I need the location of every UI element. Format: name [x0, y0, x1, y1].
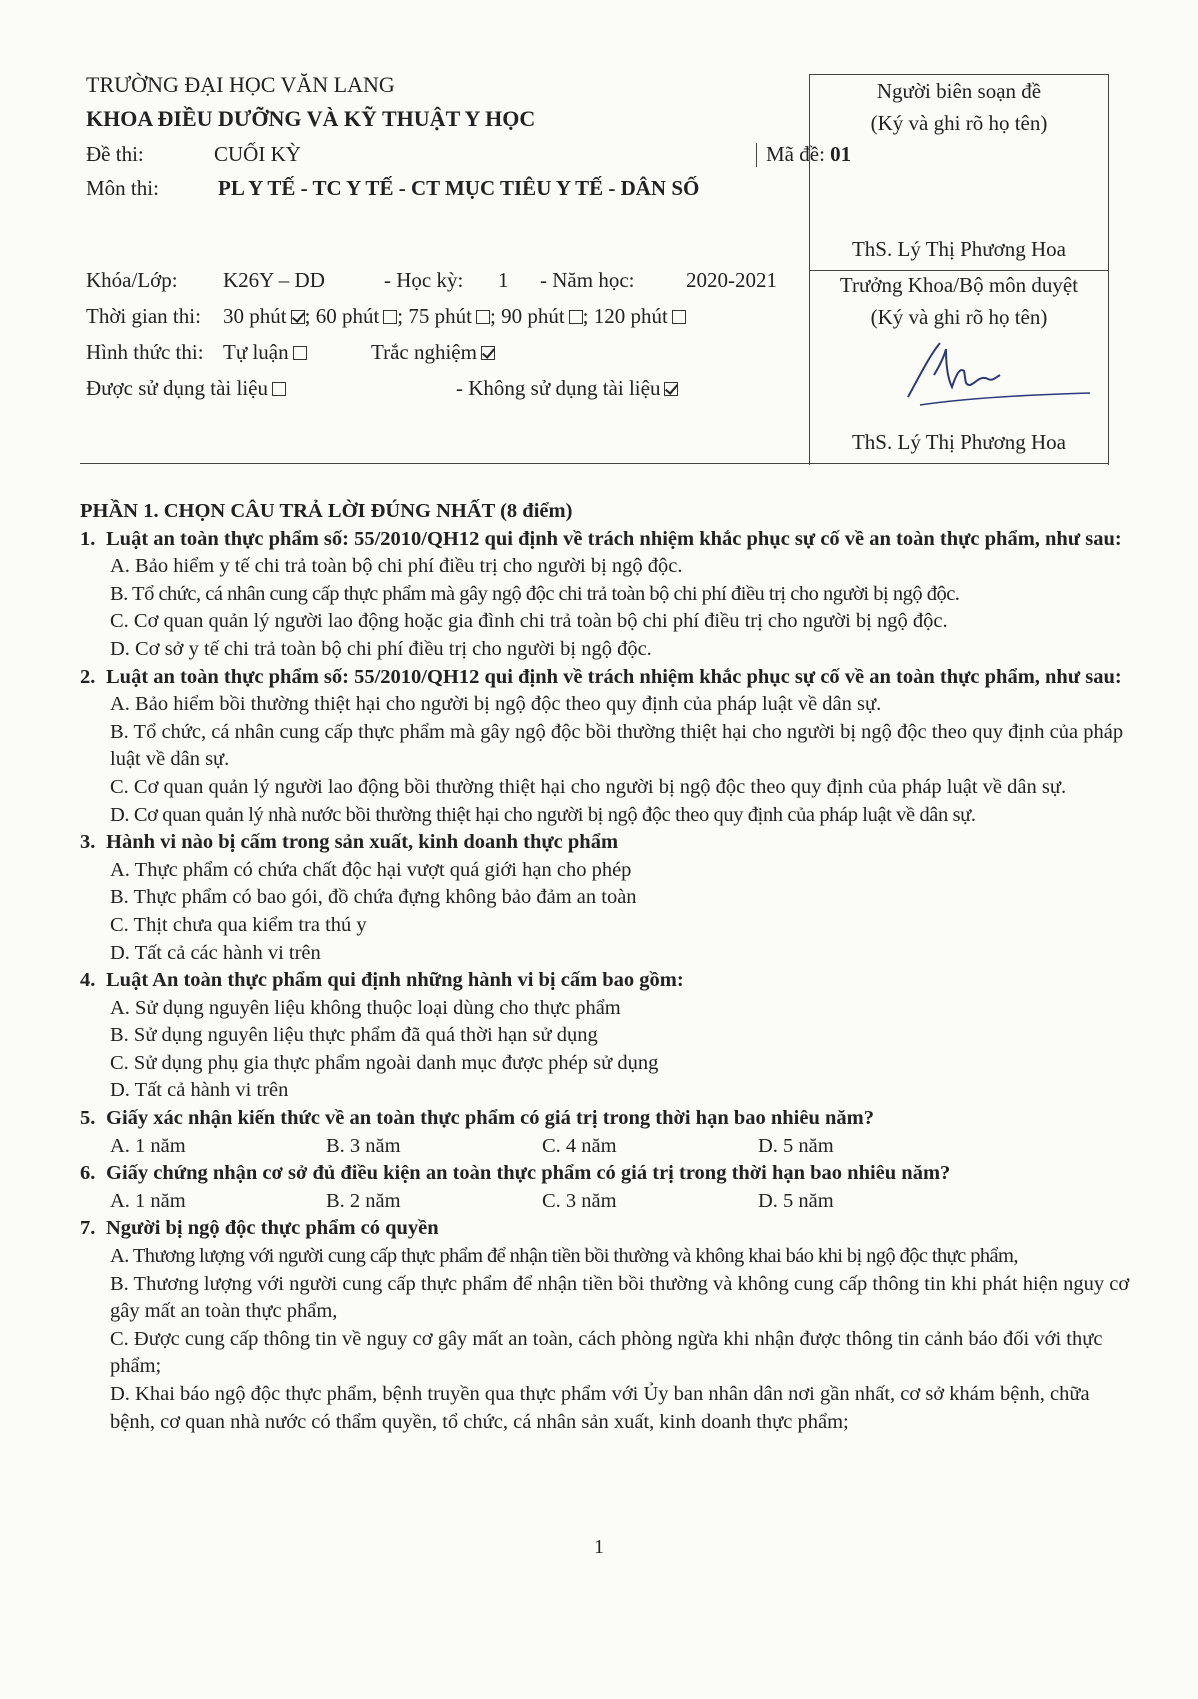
option: C. Sử dụng phụ gia thực phẩm ngoài danh mục được phép sử dụng — [110, 1051, 659, 1074]
option: B. Thực phẩm có bao gói, đồ chứa đựng không bảo đảm an toàn — [110, 886, 637, 909]
year-label: - Năm học: — [540, 268, 635, 292]
questions-section — [80, 498, 1130, 1436]
option: B. Tổ chức, cá nhân cung cấp thực phẩm mà gây ngộ độc chi trả toàn bộ chi phí điều trị cho người bị ngộ độc. — [110, 582, 960, 605]
time-option-90: 90 phút — [501, 304, 565, 328]
checked-box-icon — [481, 346, 495, 360]
question-6 — [80, 1160, 1130, 1215]
option: C. Được cung cấp thông tin về nguy cơ gây mất an toàn, cách phòng ngừa khi nhận được thông tin cảnh báo đối với thực phẩm; — [110, 1327, 1103, 1378]
option: A. Thương lượng với người cung cấp thực phẩm để nhận tiền bồi thường và không khai báo khi bị ngộ độc thực phẩm, — [110, 1245, 1018, 1268]
empty-box-icon — [383, 310, 397, 324]
question-number: 2. — [80, 665, 96, 688]
approval-divider — [810, 270, 1108, 271]
question-number: 6. — [80, 1162, 96, 1185]
option: A. 1 năm — [110, 1189, 186, 1212]
form-mcq — [371, 340, 495, 365]
option: B. Sử dụng nguyên liệu thực phẩm đã quá thời hạn sử dụng — [110, 1024, 598, 1047]
exam-label: Đề thi: — [86, 142, 144, 166]
university-name: TRƯỜNG ĐẠI HỌC VĂN LANG — [86, 72, 395, 97]
question-text: Hành vi nào bị cấm trong sản xuất, kinh doanh thực phẩm — [106, 831, 619, 854]
question-text: Người bị ngộ độc thực phẩm có quyền — [106, 1217, 439, 1240]
option: B. Thương lượng với người cung cấp thực phẩm để nhận tiền bồi thường và không cung cấp thông tin khi phát hiện nguy cơ gây mất an toàn thực phẩm, — [110, 1272, 1130, 1323]
checked-box-icon — [291, 310, 305, 324]
option: B. 2 năm — [326, 1189, 401, 1212]
question-5 — [80, 1105, 1130, 1160]
time-option-60: 60 phút — [315, 304, 380, 328]
question-2 — [80, 664, 1130, 830]
form-essay — [223, 340, 307, 365]
time-option-120: 120 phút — [593, 304, 668, 328]
question-number: 7. — [80, 1217, 96, 1240]
option: D. Cơ quan quản lý nhà nước bồi thường thiệt hại cho người bị ngộ độc theo quy định của pháp luật về dân sự. — [110, 803, 976, 826]
head-name: ThS. Lý Thị Phương Hoa — [851, 430, 1067, 454]
question-number: 5. — [80, 1107, 96, 1130]
docs-allowed — [86, 376, 286, 401]
option: A. Sử dụng nguyên liệu không thuộc loại dùng cho thực phẩm — [110, 996, 621, 1019]
empty-box-icon — [293, 346, 307, 360]
question-text: Luật an toàn thực phẩm số: 55/2010/QH12 qui định về trách nhiệm khắc phục sự cố về an toàn thực phẩm, như sau: — [106, 665, 1122, 688]
exam-value: CUỐI KỲ — [214, 142, 301, 166]
docs-not-allowed-label: - Không sử dụng tài liệu — [456, 376, 661, 400]
subject-value: PL Y TẾ - TC Y TẾ - CT MỤC TIÊU Y TẾ - DÂN SỐ — [218, 176, 700, 200]
head-title: Trưởng Khoa/Bộ môn duyệt — [839, 273, 1079, 297]
option: A. Thực phẩm có chứa chất độc hại vượt quá giới hạn cho phép — [110, 858, 632, 881]
empty-box-icon — [476, 310, 490, 324]
option: D. Tất cả các hành vi trên — [110, 941, 321, 964]
head-sign-note: (Ký và ghi rõ họ tên) — [870, 305, 1048, 329]
option: D. Tất cả hành vi trên — [110, 1079, 289, 1102]
option: C. Thịt chưa qua kiểm tra thú y — [110, 913, 367, 936]
question-1 — [80, 526, 1130, 664]
inline-options — [80, 1188, 1130, 1216]
option: C. 4 năm — [542, 1134, 617, 1157]
time-option-30: 30 phút — [223, 304, 287, 328]
empty-box-icon — [672, 310, 686, 324]
docs-allowed-label: Được sử dụng tài liệu — [86, 376, 269, 400]
time-options: 30 phút ; 60 phút ; 75 phút ; 90 phút ; 120 phút — [223, 304, 686, 329]
checked-box-icon — [664, 382, 678, 396]
option: B. 3 năm — [326, 1134, 401, 1157]
option: D. Cơ sở y tế chi trả toàn bộ chi phí điều trị cho người bị ngộ độc. — [110, 637, 652, 660]
subject-label: Môn thi: — [86, 176, 159, 200]
option: A. 1 năm — [110, 1134, 186, 1157]
docs-not-allowed — [456, 376, 678, 401]
question-text: Luật an toàn thực phẩm số: 55/2010/QH12 qui định về trách nhiệm khắc phục sự cố về an toàn thực phẩm, như sau: — [106, 527, 1122, 550]
empty-box-icon — [569, 310, 583, 324]
form-label: Hình thức thi: — [86, 340, 204, 364]
time-label: Thời gian thi: — [86, 304, 201, 328]
option: B. Tổ chức, cá nhân cung cấp thực phẩm mà gây ngộ độc bồi thường thiệt hại cho người bị ngộ độc theo quy định của pháp luật về dân sự. — [110, 720, 1124, 771]
time-option-75: 75 phút — [408, 304, 472, 328]
option: D. 5 năm — [758, 1134, 834, 1157]
option: C. 3 năm — [542, 1189, 617, 1212]
question-number: 3. — [80, 831, 96, 854]
author-sign-note: (Ký và ghi rõ họ tên) — [870, 111, 1048, 135]
form-mcq-label: Trắc nghiệm — [371, 340, 477, 364]
question-number: 1. — [80, 527, 96, 550]
question-text: Luật An toàn thực phẩm qui định những hành vi bị cấm bao gồm: — [106, 969, 684, 992]
class-label: Khóa/Lớp: — [86, 268, 178, 292]
faculty-name: KHOA ĐIỀU DƯỠNG VÀ KỸ THUẬT Y HỌC — [86, 106, 536, 131]
page-number: 1 — [594, 1536, 604, 1558]
empty-box-icon — [272, 382, 286, 396]
question-7 — [80, 1215, 1130, 1436]
semester-value: 1 — [498, 268, 509, 292]
author-name: ThS. Lý Thị Phương Hoa — [851, 237, 1067, 261]
class-value: K26Y – DD — [223, 268, 325, 292]
code-divider — [756, 143, 757, 167]
question-text: Giấy chứng nhận cơ sở đủ điều kiện an toàn thực phẩm có giá trị trong thời hạn bao nhiêu năm? — [106, 1162, 951, 1185]
form-essay-label: Tự luận — [223, 340, 289, 364]
header-rule — [80, 463, 1108, 464]
code-label: Mã đề: — [766, 142, 825, 166]
author-title: Người biên soạn đề — [876, 79, 1042, 103]
question-text: Giấy xác nhận kiến thức về an toàn thực phẩm có giá trị trong thời hạn bao nhiêu năm? — [106, 1107, 874, 1130]
inline-options — [80, 1133, 1130, 1161]
question-number: 4. — [80, 969, 96, 992]
option: A. Bảo hiểm bồi thường thiệt hại cho người bị ngộ độc theo quy định của pháp luật về dân sự. — [110, 693, 882, 716]
year-value: 2020-2021 — [686, 268, 777, 292]
option: D. 5 năm — [758, 1189, 834, 1212]
code-value: 01 — [830, 142, 852, 166]
question-4 — [80, 967, 1130, 1105]
option: C. Cơ quan quản lý người lao động bồi thường thiệt hại cho người bị ngộ độc theo quy định của pháp luật về dân sự. — [110, 775, 1067, 798]
option: A. Bảo hiểm y tế chi trả toàn bộ chi phí điều trị cho người bị ngộ độc. — [110, 555, 683, 578]
semester-label: - Học kỳ: — [384, 268, 464, 292]
question-3 — [80, 829, 1130, 967]
signature-image — [900, 335, 1100, 415]
section-title: PHẦN 1. CHỌN CÂU TRẢ LỜI ĐÚNG NHẤT (8 điểm) — [80, 500, 573, 522]
option: D. Khai báo ngộ độc thực phẩm, bệnh truyền qua thực phẩm với Ủy ban nhân dân nơi gần nhất, cơ sở khám bệnh, chữa bệnh, cơ quan nhà nước có thẩm quyền, tổ chức, cá nhân sản xuất, kinh doanh thực phẩm; — [110, 1383, 1090, 1433]
option: C. Cơ quan quản lý người lao động hoặc gia đình chi trả toàn bộ chi phí điều trị cho người bị ngộ độc. — [110, 610, 948, 633]
